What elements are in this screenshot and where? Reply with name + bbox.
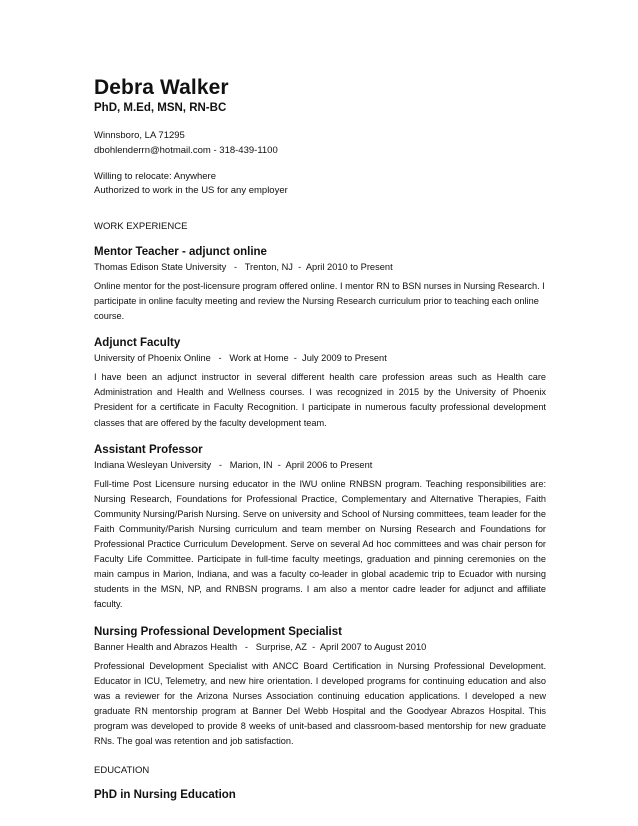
contact-email-phone: dbohlenderrn@hotmail.com - 318-439-1100 [94, 145, 278, 156]
job-entry [94, 443, 546, 613]
candidate-name: Debra Walker [94, 76, 229, 99]
job-description: Full-time Post Licensure nursing educator in the IWU online RNBSN program. Teaching responsibilities are: Nursing Research, Foundations for Professional Practice, Complementary and Alternative Therapies, Faith Community Nursing/Parish Nursing. Serve on university and School of Nursing committees, team leader for the Faith Community/Parish Nursing curriculum and team member on Nursing Research and Foundations for Professional Practice Curriculum Development. Serve on several Ad hoc committees and was chair person for Faculty Life Committee. Participate in full-time faculty meetings, graduation and pinning ceremonies on the main campus in Marion, Indiana, and was a faculty co-leader in global academic trip to Ecuador with nursing students in the MSN, NP, and RNBSN programs. I am also a mentor cadre leader for adjunct and affiliate faculty. [94, 478, 546, 610]
job-entry [94, 625, 546, 750]
job-description: Professional Development Specialist with ANCC Board Certification in Nursing Professional Development. Educator in ICU, Telemetry, and new hire orientation. I developed programs for continuing education and also was a reviewer for the Arizona Nurses Association continuing education applications. I developed a new graduate RN mentorship program at Banner Del Webb Hospital and the Goodyear Abrazos Hospital. This program was developed to provide 8 weeks of unit-based and classroom-based mentorship for new graduate RNs. The goal was retention and job satisfaction. [94, 660, 546, 746]
job-meta: University of Phoenix Online - Work at Home - July 2009 to Present [94, 353, 387, 364]
job-entry [94, 245, 546, 324]
work-authorization: Authorized to work in the US for any employer [94, 185, 288, 196]
contact-block [94, 128, 546, 158]
job-entry [94, 336, 546, 430]
job-description: I have been an adjunct instructor in several different health care profession areas such as Health care Administration and Health and Wellness courses. I was recognized in 2015 by the University of Phoenix President for a certificate in Faculty Recognition. I participate in numerous faculty professional development classes that are offered by the faculty development team. [94, 372, 546, 428]
work-experience-heading: WORK EXPERIENCE [94, 221, 188, 232]
relocate-preference: Willing to relocate: Anywhere [94, 171, 216, 182]
education-heading: EDUCATION [94, 765, 150, 777]
candidate-credentials: PhD, M.Ed, MSN, RN-BC [94, 102, 227, 114]
contact-location: Winnsboro, LA 71295 [94, 130, 185, 141]
job-title: Adjunct Faculty [94, 337, 181, 350]
job-title: Nursing Professional Development Specialist [94, 625, 342, 638]
degree-title: PhD in Nursing Education [94, 789, 236, 802]
job-title: Assistant Professor [94, 443, 203, 456]
job-meta: Thomas Edison State University - Trenton, NJ - April 2010 to Present [94, 262, 393, 272]
job-meta: Indiana Wesleyan University - Marion, IN - April 2006 to Present [94, 459, 373, 470]
job-meta: Banner Health and Abrazos Health - Surprise, AZ - April 2007 to August 2010 [94, 641, 427, 652]
job-description: Online mentor for the post-licensure program offered online. I mentor RN to BSN nurses in Nursing Research. I participate in online faculty meeting and review the Nursing Research curriculum prior to teaching each online course. [94, 281, 545, 322]
job-title: Mentor Teacher - adjunct online [94, 246, 267, 258]
resume-page [94, 76, 546, 802]
preferences-block [94, 170, 546, 198]
